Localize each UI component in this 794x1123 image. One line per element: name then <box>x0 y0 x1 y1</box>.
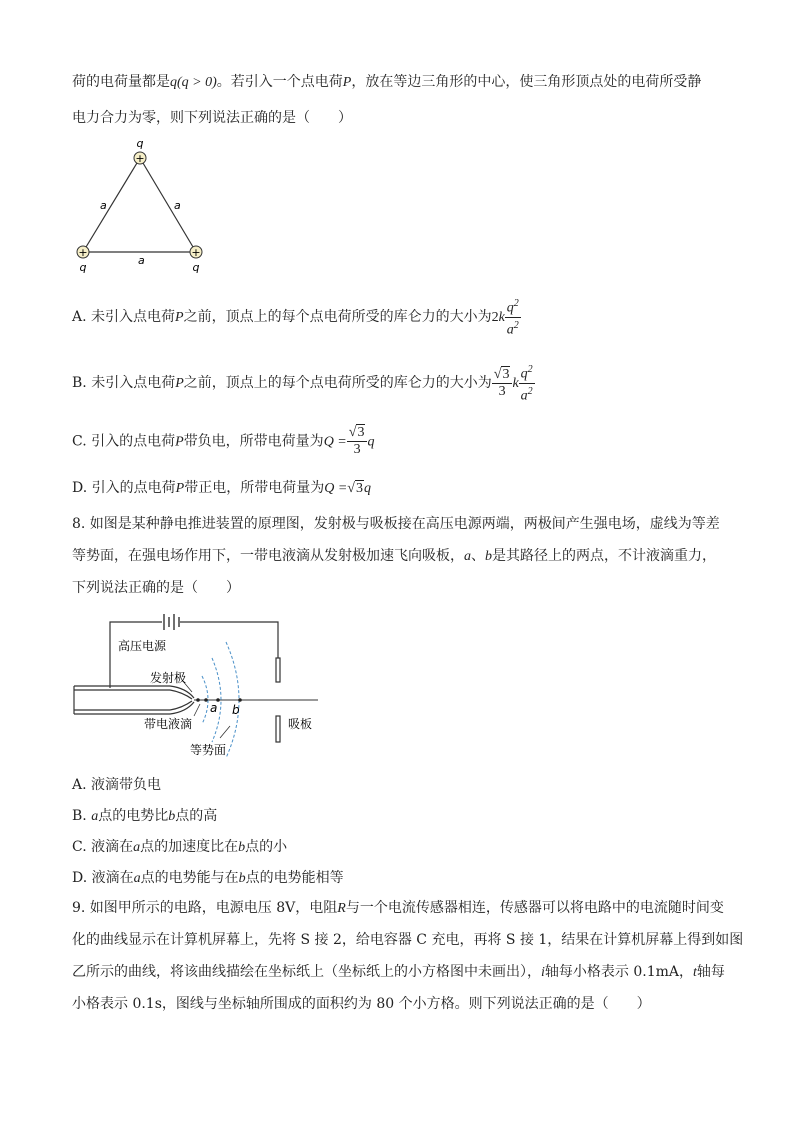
q7-option-b[interactable] <box>72 362 535 404</box>
q8-stem-line3: 下列说法正确的是（ ） <box>72 580 240 596</box>
exponent: 2 <box>513 319 519 331</box>
q8-stem-line2 <box>72 546 716 567</box>
droplet-leader <box>194 704 200 716</box>
t-symbol: t <box>693 965 697 980</box>
q7-text: 荷的电荷量都是 <box>72 74 170 90</box>
charge-right <box>190 246 202 274</box>
denominator: 3 <box>353 442 361 457</box>
denominator: a <box>520 388 528 404</box>
battery-icon <box>164 614 179 630</box>
q8-text: 、 <box>471 548 485 564</box>
q7-P: P <box>342 75 352 90</box>
q7-option-c[interactable] <box>72 425 374 458</box>
side-label-right: a <box>174 199 181 212</box>
radicand: 3 <box>357 425 365 440</box>
plus-sign: + <box>191 246 201 259</box>
q7-text: ，放在等边三角形的中心，使三角形顶点处的电荷所受静 <box>351 74 702 90</box>
option-text: B. 未引入点电荷 <box>72 375 176 392</box>
denominator: 3 <box>498 383 506 399</box>
option-text: C. 液滴在 <box>72 839 134 855</box>
q7-P: P <box>175 481 185 496</box>
q-symbol: q <box>363 481 371 496</box>
triangle-charge-figure <box>70 136 220 276</box>
fraction-sqrt3-over-3: $\frac{√3}{3}$ <box>492 367 513 400</box>
option-text: 点的电势能与在 <box>140 870 239 886</box>
circuit-wires <box>110 622 278 688</box>
numerator: q <box>520 366 528 382</box>
q9-stem-line1 <box>72 898 724 919</box>
option-text: 点的高 <box>175 808 218 824</box>
q8-option-a[interactable]: A. 液滴带负电 <box>72 777 162 793</box>
option-text: C. 引入的点电荷 <box>72 433 176 450</box>
q8-option-d[interactable] <box>72 868 344 889</box>
fraction <box>519 362 535 404</box>
q9-stem-line4: 小格表示 0.1s，图线与坐标轴所围成的面积约为 80 个小方格。则下列说法正确的是（ ） <box>72 996 651 1012</box>
option-text: 带正电，所带电荷量为 <box>184 480 325 496</box>
numerator: q <box>506 300 514 316</box>
q9-text: 轴每 <box>696 964 725 980</box>
k-symbol: k <box>512 376 519 392</box>
radicand: 3 <box>502 366 510 382</box>
charge-label: q <box>79 261 87 274</box>
q9-stem-line2: 化的曲线显示在计算机屏幕上，先将 S 接 2，给电容器 C 充电，再将 S 接 1，结果在计算机屏幕上得到如图 <box>72 932 744 948</box>
equipotential-label: 等势面 <box>190 743 227 757</box>
q9-text: 与一个电流传感器相连，传感器可以将电路中的电流随时间变 <box>345 900 724 916</box>
coef: 2 <box>491 310 499 326</box>
point-b: b <box>238 840 246 855</box>
option-text: A. 未引入点电荷 <box>72 309 176 326</box>
sqrt3: √3 <box>347 481 363 496</box>
charge-left <box>77 246 89 274</box>
charge-label: q <box>192 261 200 274</box>
point-b: b <box>485 549 492 564</box>
plate-label: 吸板 <box>288 717 313 731</box>
plus-sign: + <box>135 152 145 165</box>
q7-stem-line1 <box>72 72 701 93</box>
option-text: 点的加速度比在 <box>140 839 239 855</box>
q8-option-b[interactable] <box>72 806 217 827</box>
charge-label: q <box>136 137 144 150</box>
point-a: a <box>133 840 141 855</box>
i-symbol: i <box>541 965 545 980</box>
denominator: a <box>506 322 514 338</box>
point-b-label: b <box>232 703 240 717</box>
k-symbol: k <box>498 310 505 326</box>
Q-symbol: Q = <box>323 434 347 450</box>
point-a: a <box>133 871 141 886</box>
exponent: 2 <box>527 364 533 375</box>
point-b: b <box>238 871 246 886</box>
q7-option-a[interactable] <box>72 296 521 338</box>
q7-text: 。若引入一个点电荷 <box>216 74 343 90</box>
q7-stem-line2: 电力合力为零，则下列说法正确的是（ ） <box>72 110 352 126</box>
q9-text: 9. 如图甲所示的电路，电源电压 8V，电阻 <box>72 900 338 916</box>
q-symbol: q <box>367 434 375 450</box>
equipotential-leader <box>220 726 230 738</box>
Q-symbol: Q = <box>324 481 348 496</box>
q7-charge-math: q(q > 0) <box>170 75 217 90</box>
side-label-left: a <box>100 199 107 212</box>
exponent: 2 <box>527 385 533 397</box>
q7-P: P <box>175 376 184 392</box>
point-a: a <box>464 549 471 564</box>
q9-text: 轴每小格表示 0.1mA， <box>544 964 693 980</box>
emitter-label: 发射极 <box>150 671 187 685</box>
q9-stem-line3 <box>72 962 725 983</box>
exponent: 2 <box>513 298 519 309</box>
q7-P: P <box>175 434 184 450</box>
R-symbol: R <box>337 901 346 916</box>
plus-sign: + <box>78 246 88 259</box>
fraction-sqrt3-over-3: $\frac{√3}{3}$ <box>347 425 368 458</box>
option-text: 点的电势比 <box>98 808 169 824</box>
q9-text: 乙所示的曲线，将该曲线描绘在坐标纸上（坐标纸上的小方格图中未画出）， <box>72 964 541 980</box>
q8-text: 是其路径上的两点，不计液滴重力， <box>492 548 716 564</box>
q8-option-c[interactable] <box>72 837 287 858</box>
option-text: 点的电势能相等 <box>245 870 344 886</box>
fraction <box>505 296 521 338</box>
point-a-label: a <box>210 701 218 715</box>
q8-stem-line1: 8. 如图是某种静电推进装置的原理图，发射极与吸板接在高压电源两端，两极间产生强电场，虚线为等差 <box>72 516 720 532</box>
q7-P: P <box>175 310 184 326</box>
emitter-tube <box>74 686 194 714</box>
radicand: 3 <box>355 481 363 496</box>
point-a: a <box>91 809 99 824</box>
charge-top <box>134 137 146 165</box>
option-text: 带负电，所带电荷量为 <box>183 433 324 450</box>
option-text: D. 液滴在 <box>72 870 134 886</box>
electrostatic-thruster-figure <box>70 608 330 768</box>
option-text: D. 引入的点电荷 <box>72 480 176 496</box>
q8-text: 等势面，在强电场作用下，一带电液滴从发射极加速飞向吸板， <box>72 548 464 564</box>
power-label: 高压电源 <box>118 639 167 653</box>
option-text: 之前，顶点上的每个点电荷所受的库仑力的大小为 <box>183 309 492 326</box>
droplet-label: 带电液滴 <box>144 717 193 731</box>
option-text: B. <box>72 808 92 824</box>
option-text: 点的小 <box>245 839 288 855</box>
side-label-bottom: a <box>138 254 145 267</box>
point-b: b <box>168 809 176 824</box>
option-text: 之前，顶点上的每个点电荷所受的库仑力的大小为 <box>183 375 492 392</box>
q7-option-d[interactable] <box>72 478 371 499</box>
